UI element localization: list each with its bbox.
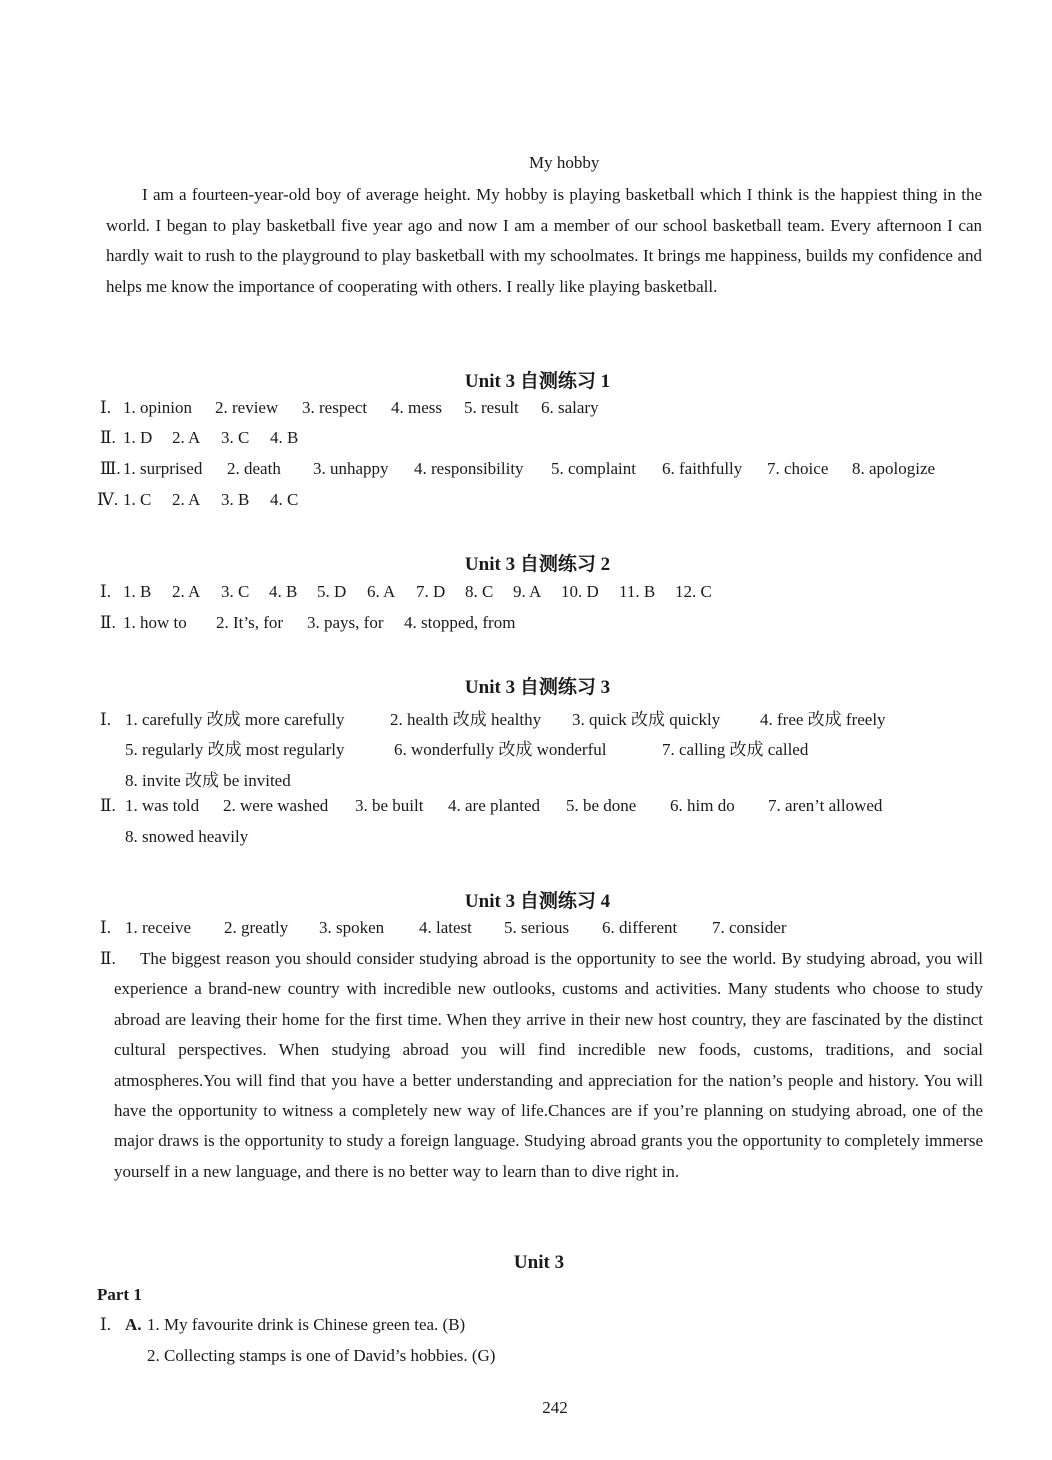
answer-item: 1. how to	[123, 613, 187, 632]
answer-item: 7. choice	[767, 459, 829, 478]
answer-item: 3. unhappy	[313, 459, 389, 478]
essay-text: I am a fourteen-year-old boy of average height. My hobby is playing basketball which I think is the happiest thing in the world. I began to play basketball five year ago and now I am a member of our school basketball team. Every afternoon I can hardly wait to rush to the playground to play basketball with my schoolmates. It brings me happiness, builds my confidence and helps me know the importance of cooperating with others. I really like playing basketball.	[106, 185, 982, 296]
answer-item: 4. B	[269, 582, 298, 601]
ex4-section-2-paragraph	[114, 944, 983, 1187]
answer-item: 5. regularly 改成 most regularly	[125, 740, 345, 759]
exercise-4-heading: Unit 3 自测练习 4	[464, 891, 611, 912]
answer-item: 3. be built	[355, 796, 424, 815]
answer-item: 1. receive	[125, 918, 192, 937]
essay-title: My hobby	[529, 153, 600, 172]
answer-item: 7. consider	[712, 918, 787, 937]
essay-paragraph	[106, 180, 982, 302]
answer-item: 1. opinion	[123, 398, 192, 417]
answer-item: 8. invite 改成 be invited	[125, 771, 291, 790]
answer-item: 6. different	[602, 918, 678, 937]
page-number: 242	[542, 1398, 568, 1417]
ex3-section-1-line-2	[125, 735, 808, 760]
answer-item: 12. C	[675, 582, 712, 601]
answer-item: 8. snowed heavily	[125, 827, 249, 846]
answer-item: 7. calling 改成 called	[662, 740, 809, 759]
section-label: Ⅰ.	[100, 710, 111, 729]
ex1-section-3	[100, 459, 935, 479]
exercise-3-heading: Unit 3 自测练习 3	[464, 677, 611, 698]
answer-item: 4. responsibility	[414, 459, 524, 478]
answer-item: 1. was told	[125, 796, 200, 815]
answer-item: 3. C	[221, 428, 250, 447]
section-label: Ⅰ.	[100, 918, 111, 937]
ex2-section-2	[100, 613, 515, 633]
section-label: Ⅲ.	[100, 459, 121, 478]
unit3-section-1	[100, 1315, 465, 1335]
answer-item: 4. B	[270, 428, 299, 447]
answer-item: 7. D	[416, 582, 446, 601]
section-label: Ⅰ.	[100, 398, 111, 417]
answer-item: 1. C	[123, 490, 152, 509]
answer-item: 5. serious	[504, 918, 570, 937]
answer-item: 2. A	[172, 582, 201, 601]
answer-item: 4. mess	[391, 398, 442, 417]
answer-item: 2. health 改成 healthy	[390, 710, 542, 729]
section-label: Ⅱ.	[100, 796, 116, 815]
section-label: Ⅳ.	[97, 490, 119, 509]
answer-item: 10. D	[561, 582, 599, 601]
answer-item: 5. be done	[566, 796, 637, 815]
answer-item: 6. him do	[670, 796, 735, 815]
answer-item: 3. C	[221, 582, 250, 601]
ex1-section-1	[100, 398, 599, 418]
answer-item: 2. death	[227, 459, 281, 478]
answer-item: 1. My favourite drink is Chinese green tea. (B)	[147, 1315, 466, 1334]
ex1-section-2	[100, 428, 298, 448]
answer-item: 5. D	[317, 582, 347, 601]
ex1-section-4	[97, 490, 298, 510]
answer-item: 6. salary	[541, 398, 599, 417]
answer-item: 4. are planted	[448, 796, 541, 815]
ex3-section-1-line-1	[100, 705, 886, 730]
answer-item: 2. A	[172, 428, 201, 447]
part-1-label: Part 1	[97, 1285, 142, 1304]
answer-item: 1. B	[123, 582, 152, 601]
answer-item: 2. It’s, for	[216, 613, 284, 632]
answer-item: 6. wonderfully 改成 wonderful	[394, 740, 607, 759]
answer-item: 4. latest	[419, 918, 472, 937]
answer-item: 1. carefully 改成 more carefully	[125, 710, 345, 729]
section-label: Ⅱ.	[100, 613, 116, 632]
ex3-section-2-line-1	[100, 796, 882, 816]
ex2-section-1	[100, 582, 712, 602]
answer-item: 1. D	[123, 428, 153, 447]
answer-item: 2. review	[215, 398, 279, 417]
answer-item: 8. apologize	[852, 459, 936, 478]
answer-item: 8. C	[465, 582, 494, 601]
answer-item: 6. A	[367, 582, 396, 601]
answer-item: 3. spoken	[319, 918, 385, 937]
unit-3-heading: Unit 3	[513, 1252, 565, 1273]
sub-label: A.	[125, 1315, 142, 1334]
section-label: Ⅰ.	[100, 582, 111, 601]
answer-item: 11. B	[619, 582, 656, 601]
section-label: Ⅰ.	[100, 1315, 111, 1334]
answer-item: 1. surprised	[123, 459, 203, 478]
essay-text: The biggest reason you should consider studying abroad is the opportunity to see the world. By studying abroad, you will experience a brand-new country with incredible new outlooks, customs and activities. Many students who choose to study abroad are leaving their home for the first time. When they arrive in their new host country, they are fascinated by the distinct cultural perspectives. When studying abroad you will find incredible new foods, customs, traditions, and social atmospheres.You will find that you have a better understanding and appreciation for the nation’s people and history. You will have the opportunity to witness a completely new way of life.Chances are if you’re planning on studying abroad, one of the major draws is the opportunity to study a foreign language. Studying abroad grants you the opportunity to completely immerse yourself in a new language, and there is no better way to learn than to dive right in.	[114, 949, 983, 1181]
answer-item: 7. aren’t allowed	[768, 796, 883, 815]
answer-item: 5. result	[464, 398, 519, 417]
exercise-2-heading: Unit 3 自测练习 2	[464, 554, 611, 575]
answer-item: 4. free 改成 freely	[760, 710, 886, 729]
answer-item: 6. faithfully	[662, 459, 743, 478]
answer-item: 4. stopped, from	[404, 613, 516, 632]
answer-item: 2. greatly	[224, 918, 289, 937]
answer-item: 3. quick 改成 quickly	[572, 710, 721, 729]
ex4-section-2-label: Ⅱ.	[100, 949, 116, 968]
answer-item: 2. A	[172, 490, 201, 509]
exercise-1-heading: Unit 3 自测练习 1	[464, 371, 611, 392]
unit3-section-1-line-2: 2. Collecting stamps is one of David’s hobbies. (G)	[147, 1346, 496, 1365]
answer-item: 3. respect	[302, 398, 368, 417]
answer-item: 3. pays, for	[307, 613, 384, 632]
answer-item: 3. B	[221, 490, 250, 509]
ex4-section-1	[100, 918, 787, 938]
answer-item: 5. complaint	[551, 459, 636, 478]
answer-item: 9. A	[513, 582, 542, 601]
ex3-section-2-line-2	[125, 827, 248, 847]
answer-item: 2. were washed	[223, 796, 329, 815]
section-label: Ⅱ.	[100, 428, 116, 447]
answer-item: 4. C	[270, 490, 299, 509]
ex3-section-1-line-3	[125, 766, 291, 791]
